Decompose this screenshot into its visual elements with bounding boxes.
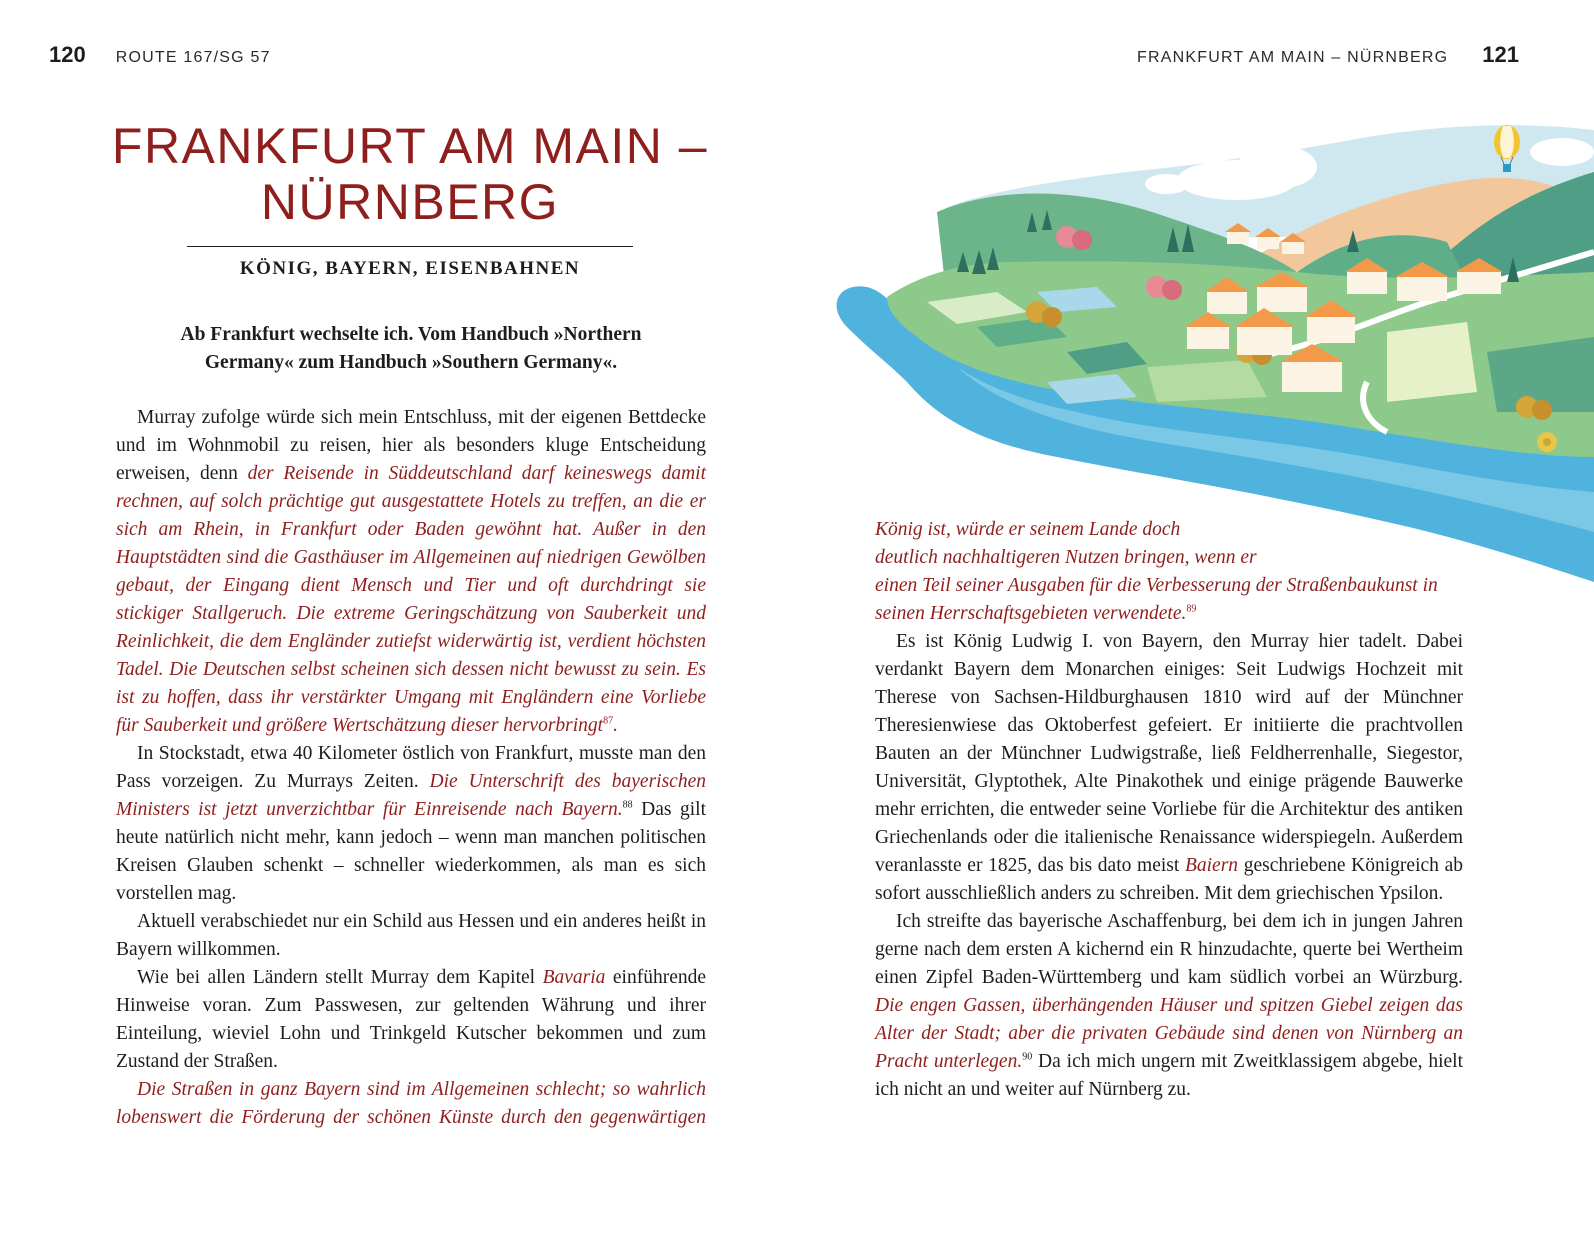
paragraph-text: einführende Hinweise voran. Zum Passwesen, zur geltenden Währung und ihrer Einteilung, wieviel Lohn und Trinkgeld Kutscher bekommen und zum Zustand der Straßen. bbox=[116, 967, 707, 1072]
body-paragraph bbox=[116, 740, 706, 908]
paragraph-text: Da ich mich ungern mit Zweitklassigem abgebe, hielt ich nicht an und weiter auf Nürnberg zu. bbox=[875, 1051, 1463, 1100]
title-divider bbox=[187, 246, 633, 247]
paragraph-text: Wie bei allen Ländern stellt Murray dem Kapitel bbox=[137, 967, 543, 988]
body-paragraph bbox=[875, 908, 1463, 1104]
lead-line-2: Germany« zum Handbuch »Southern Germany«. bbox=[204, 352, 618, 373]
body-paragraph bbox=[116, 1076, 706, 1132]
chapter-title-line1: FRANKFURT AM MAIN – bbox=[111, 118, 709, 174]
chapter-title-line2: NÜRNBERG bbox=[260, 174, 560, 230]
running-head-label: FRANKFURT AM MAIN – NÜRNBERG bbox=[1137, 49, 1449, 66]
chapter-name-quote: Bavaria bbox=[542, 967, 606, 988]
running-head-left bbox=[49, 42, 271, 68]
paragraph-text: Ich streifte das bayerische Aschaffenburg, bei dem ich in jungen Jahren gerne nach dem ersten A kichernd ein R hinzudachte, querte bei Wertheim einen Zipfel Baden-Württemberg und kam südlich vorbei an Würzburg. bbox=[875, 911, 1463, 988]
quote-line: König ist, würde er seinem Lande doch bbox=[875, 519, 1181, 540]
murray-quote bbox=[116, 463, 706, 736]
body-paragraph bbox=[116, 964, 706, 1076]
paragraph-text: Aktuell verabschiedet nur ein Schild aus Hessen und ein anderes heißt in Bayern willkommen. bbox=[116, 911, 706, 960]
lead-line-1: Ab Frankfurt wechselte ich. Vom Handbuch »Northern bbox=[180, 324, 642, 345]
running-head-right bbox=[1137, 42, 1519, 68]
murray-quote: Die engen Gassen, überhängenden Häuser und spitzen Giebel zeigen das Alter der Stadt; aber die privaten Gebäude sind denen von Nürnberg an Pracht unterlegen. bbox=[875, 995, 1463, 1072]
quote-line: einen Teil seiner Ausgaben für die Verbesserung der Straßenbaukunst in seinen Herrschaftsgebieten verwendete. bbox=[875, 575, 1438, 624]
murray-quote: Die Straßen in ganz Bayern sind im Allgemeinen schlecht; so wahrlich lobenswert die Förderung der schönen Künste durch den gegenwärtigen bbox=[116, 1079, 706, 1128]
body-paragraph bbox=[875, 628, 1463, 908]
body-column-right bbox=[875, 516, 1463, 1104]
page-number: 120 bbox=[49, 42, 86, 67]
quote-end: . bbox=[613, 715, 618, 736]
murray-quote-continued bbox=[875, 516, 1463, 628]
historic-spelling-quote: Baiern bbox=[1184, 855, 1239, 876]
chapter-title bbox=[60, 118, 760, 230]
lead-paragraph bbox=[116, 321, 706, 377]
murray-quote: Die Unterschrift des bayerischen Ministers ist jetzt unverzichtbar für Einreisende nach Bayern. bbox=[116, 771, 706, 820]
page-number: 121 bbox=[1482, 42, 1519, 67]
body-paragraph bbox=[116, 908, 706, 964]
chapter-subtitle: KÖNIG, BAYERN, EISENBAHNEN bbox=[239, 258, 581, 279]
body-column-left bbox=[116, 404, 706, 1132]
body-paragraph bbox=[116, 404, 706, 740]
footnote-ref: 89 bbox=[1186, 603, 1197, 615]
footnote-ref: 90 bbox=[1022, 1051, 1033, 1063]
paragraph-text: Es ist König Ludwig I. von Bayern, den Murray hier tadelt. Dabei verdankt Bayern dem Monarchen einiges: Seit Ludwigs Hochzeit mit Therese von Sachsen-Hildburghausen 1810 wird auf der Münchner Theresienwiese das Oktoberfest gefeiert. Er initiierte die prachtvollen Bauten an der Münchner Ludwigstraße, ließ Feldherrenhalle, Siegestor, Universität, Glyptothek, Alte Pinakothek und einige prägende Bauwerke mehr errichten, die entweder seine Vorliebe für die Architektur des antiken Griechenlands oder die italienische Renaissance widerspiegeln. Außerdem veranlasste er 1825, das bis dato meist bbox=[875, 631, 1463, 876]
paragraph-text: Das gilt heute natürlich nicht mehr, kann jedoch – wenn man manchen politischen Kreisen Glauben schenkt – schneller wiederkommen, als man es sich vorstellen mag. bbox=[116, 799, 706, 904]
paragraph-text: Murray zufolge würde sich mein Entschluss, mit der eigenen Bettdecke und im Wohnmobil zu reisen, hier als besonders kluge Entscheidung erweisen, denn bbox=[116, 407, 706, 484]
landscape-illustration bbox=[827, 112, 1594, 582]
paragraph-text: geschriebene Königreich ab sofort ausschließlich anders zu schreiben. Mit dem griechischen Ypsilon. bbox=[875, 855, 1463, 904]
running-head-label: ROUTE 167/SG 57 bbox=[115, 49, 271, 66]
right-page bbox=[797, 0, 1594, 1240]
footnote-ref: 88 bbox=[622, 799, 633, 811]
paragraph-text: In Stockstadt, etwa 40 Kilometer östlich von Frankfurt, musste man den Pass vorzeigen. Zu Murrays Zeiten. bbox=[116, 743, 706, 792]
quote-line: deutlich nachhaltigeren Nutzen bringen, wenn er bbox=[875, 547, 1257, 568]
footnote-ref: 87 bbox=[603, 715, 614, 727]
quote-text: der Reisende in Süddeutschland darf keineswegs damit rechnen, auf solch prächtige gut ausgestattete Hotels zu treffen, an die er sich am Rhein, in Frankfurt oder Baden gewöhnt hat. Außer in den Hauptstädten sind die Gasthäuser im Allgemeinen auf niedrigen Gewölben gebaut, der Eingang dient Mensch und Tier und oft durchdringt sie stickiger Stallgeruch. Die extreme Geringschätzung von Sauberkeit und Reinlichkeit, die dem Engländer zutiefst widerwärtig ist, verdient höchsten Tadel. Die Deutschen selbst scheinen sich dessen nicht bewusst zu sein. Es ist zu hoffen, dass ihr verstärkter Umgang mit Engländern eine Vorliebe für Sauberkeit und größere Wertschätzung dieser hervorbringt bbox=[116, 463, 706, 736]
